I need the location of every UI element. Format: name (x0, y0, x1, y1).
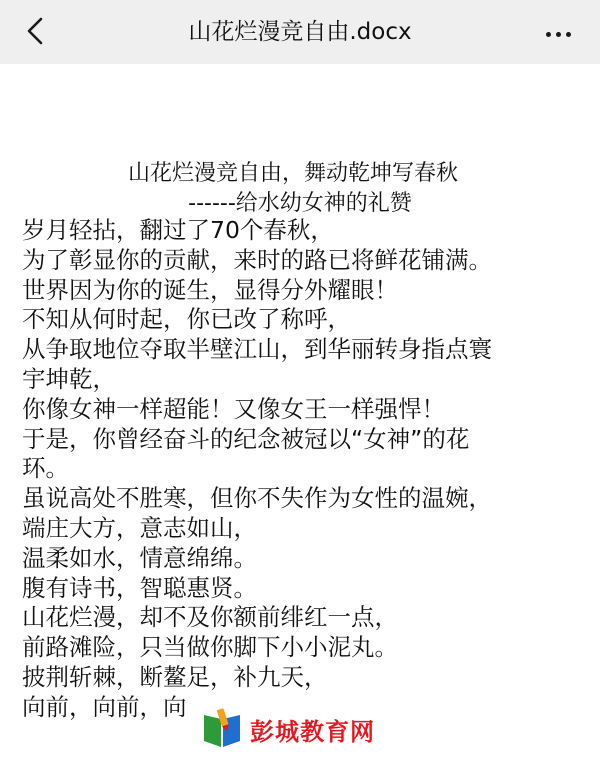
poem-line: 于是，你曾经奋斗的纪念被冠以“女神”的花 (22, 424, 470, 453)
poem-line: 从争取地位夺取半壁江山，到华丽转身指点寰 (22, 335, 492, 364)
poem-line: 你像女神一样超能！又像女王一样强悍！ (22, 394, 445, 423)
poem-line: 山花烂漫，却不及你额前绯红一点， (22, 603, 398, 632)
book-logo-icon (200, 707, 244, 751)
more-button[interactable] (538, 16, 578, 46)
poem-line: 环。 (22, 454, 69, 483)
watermark (200, 707, 375, 751)
poem-line: 前路滩险，只当做你脚下小小泥丸。 (22, 633, 398, 662)
poem-line: 为了彰显你的贡献，来时的路已将鲜花铺满。 (22, 245, 492, 274)
more-dots-icon (543, 22, 573, 41)
poem-line: 不知从何时起，你已改了称呼， (22, 305, 351, 334)
poem-line: 披荆斩棘，断鳌足，补九天， (22, 662, 328, 691)
poem-line: 世界因为你的诞生，显得分外耀眼！ (22, 275, 398, 304)
poem-line: 虽说高处不胜寒，但你不失作为女性的温婉， (22, 484, 492, 513)
document-subheading: ------给水幼女神的礼赞 (188, 191, 412, 216)
poem-line: 岁月轻拈，翻过了70个春秋， (22, 216, 334, 244)
back-button[interactable] (18, 14, 52, 48)
poem-line: 腹有诗书，智聪惠贤。 (22, 573, 257, 602)
poem-body (22, 216, 592, 723)
poem-line: 端庄大方，意志如山， (22, 513, 257, 542)
poem-line: 向前，向前，向 (22, 692, 187, 721)
document-page (0, 64, 600, 761)
document-heading: 山花烂漫竞自由，舞动乾坤写春秋 (127, 161, 458, 186)
poem-line: 宇坤乾， (22, 364, 116, 393)
nav-bar (0, 0, 600, 65)
poem-line: 温柔如水，情意绵绵。 (22, 543, 257, 572)
chevron-left-icon (25, 16, 45, 46)
watermark-text: 彭城教育网 (250, 717, 375, 746)
document-title: 山花烂漫竞自由.docx (188, 19, 412, 45)
